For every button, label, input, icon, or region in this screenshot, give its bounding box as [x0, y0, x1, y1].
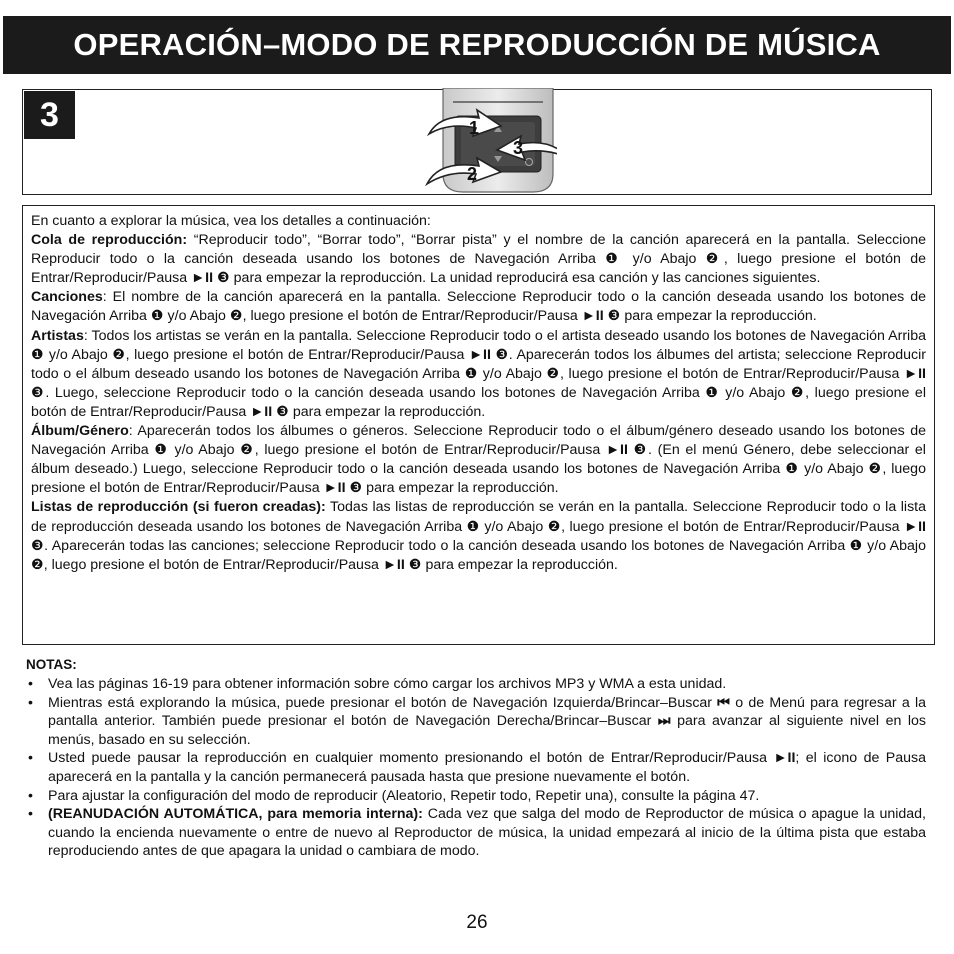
- play-pause-icon: ►II: [468, 346, 491, 363]
- play-pause-icon: ►II: [382, 556, 405, 573]
- player-buttons-illustration: [401, 88, 557, 194]
- enter-button-symbol: ❸: [216, 270, 230, 287]
- intro-text: En cuanto a explorar la música, vea los detalles a continuación:: [31, 213, 431, 229]
- page-number: 26: [466, 912, 488, 933]
- note-item: • (REANUDACIÓN AUTOMÁTICA, para memoria interna): Cada vez que salga del modo de Reproductor de música o apague la unidad, cuando la encienda nuevamente o entre de nuevo al Reproductor de música, la unidad empezará al inicio de la última pista que estaba reproduciendo antes de que apagara la unidad o cambiara de modo.: [26, 805, 926, 861]
- notes-heading: NOTAS:: [26, 657, 77, 672]
- listas-paragraph: Listas de reproducción (si fueron creadas): Todas las listas de reproducción se verán en la pantalla. Seleccione Reproducir todo o la lista de reproducción deseada usando los botones de Navegación Arriba ❶ y/o Abajo ❷, luego presione el botón de Entrar/Reproducir/Pausa ►II ❸. Aparecerán todas las canciones; seleccione Reproducir todo o la canción deseada usando los botones de Navegación Arriba ❶ y/o Abajo ❷, luego presione el botón de Entrar/Reproducir/Pausa ►II ❸ para empezar la reproducción.: [31, 499, 926, 573]
- cola-paragraph: Cola de reproducción: “Reproducir todo”, “Borrar todo”, “Borrar pista” y el nombre de la canción aparecerá en la pantalla. Seleccione Reproducir todo o la canción deseada usando los botones de Navegación Arriba ❶ y/o Abajo ❷, luego presione el botón de Entrar/Reproducir/Pausa ►II ❸ para empezar la reproducción. La unidad reproducirá esa canción y las canciones siguientes.: [31, 232, 926, 287]
- skip-forward-icon: ⏭: [657, 713, 671, 730]
- notes-section: [26, 655, 926, 861]
- page-header: [3, 16, 951, 74]
- play-pause-icon: ►II: [904, 518, 926, 535]
- album-genero-term: Álbum/Género: [31, 423, 129, 440]
- page-title: OPERACIÓN–MODO DE REPRODUCCIÓN DE MÚSICA: [73, 27, 881, 62]
- step-number: 3: [24, 91, 75, 139]
- artistas-paragraph: Artistas: Todos los artistas se verán en la pantalla. Seleccione Reproducir todo o el artista deseado usando los botones de Navegación Arriba ❶ y/o Abajo ❷, luego presione el botón de Entrar/Reproducir/Pausa ►II ❸. Aparecerán todos los álbumes del artista; seleccione Reproducir todo o el álbum deseado usando los botones de Navegación Arriba ❶ y/o Abajo ❷, luego presione el botón de Entrar/Reproducir/Pausa ►II ❸. Luego, seleccione Reproducir todo o la canción deseada usando los botones de Navegación Arriba ❶ y/o Abajo ❷, luego presione el botón de Entrar/Reproducir/Pausa ►II ❸ para empezar la reproducción.: [31, 327, 926, 420]
- callout-label-1: 1: [469, 118, 480, 138]
- play-pause-icon: ►II: [581, 308, 604, 325]
- auto-resume-term: (REANUDACIÓN AUTOMÁTICA, para memoria interna):: [48, 806, 423, 823]
- callout-label-2: 2: [467, 164, 478, 184]
- cola-term: Cola de reproducción:: [31, 232, 188, 249]
- play-pause-icon: ►II: [605, 442, 628, 459]
- note-item: • Vea las páginas 16-19 para obtener información sobre cómo cargar los archivos MP3 y WMA a esta unidad.: [26, 675, 926, 694]
- album-genero-paragraph: Álbum/Género: Aparecerán todos los álbumes o géneros. Seleccione Reproducir todo o el álbum/género deseado usando los botones de Navegación Arriba ❶ y/o Abajo ❷, luego presione el botón de Entrar/Reproducir/Pausa ►II ❸. (En el menú Género, debe seleccionar el álbum deseado.) Luego, seleccione Reproducir todo o la canción deseada usando los botones de Navegación Arriba ❶ y/o Abajo ❷, luego presione el botón de Entrar/Reproducir/Pausa ►II ❸ para empezar la reproducción.: [31, 423, 926, 497]
- play-pause-icon: ►II: [904, 365, 926, 382]
- up-button-symbol: ❶: [605, 251, 624, 268]
- step-box: [22, 89, 932, 195]
- artistas-term: Artistas: [31, 327, 84, 344]
- instructions-box: [22, 205, 935, 645]
- play-pause-icon: ►II: [323, 480, 346, 497]
- callout-label-3: 3: [513, 138, 524, 158]
- play-pause-icon: ►II: [250, 403, 273, 420]
- canciones-paragraph: Canciones: El nombre de la canción aparecerá en la pantalla. Seleccione Reproducir todo o la canción deseada usando los botones de Navegación Arriba ❶ y/o Abajo ❷, luego presione el botón de Entrar/Reproducir/Pausa ►II ❸ para empezar la reproducción.: [31, 289, 926, 325]
- canciones-term: Canciones: [31, 289, 103, 306]
- listas-term: Listas de reproducción (si fueron creadas):: [31, 499, 326, 516]
- skip-back-icon: ⏮: [717, 694, 731, 711]
- note-item: • Para ajustar la configuración del modo de reproducir (Aleatorio, Repetir todo, Repetir una), consulte la página 47.: [26, 787, 926, 806]
- play-pause-icon: ►II: [773, 750, 796, 767]
- note-item: • Mientras está explorando la música, puede presionar el botón de Navegación Izquierda/Brincar–Buscar ⏮ o de Menú para regresar a la pantalla anterior. También puede presionar el botón de Navegación Derecha/Brincar–Buscar ⏭ para avanzar al siguiente nivel en los menús, basado en su selección.: [26, 694, 926, 750]
- note-item: • Usted puede pausar la reproducción en cualquier momento presionando el botón de Entrar/Reproducir/Pausa ►II; el icono de Pausa aparecerá en la pantalla y la canción permanecerá pausada hasta que presione nuevamente el botón.: [26, 749, 926, 786]
- down-button-symbol: ❷: [705, 251, 724, 268]
- play-pause-icon: ►II: [191, 270, 214, 287]
